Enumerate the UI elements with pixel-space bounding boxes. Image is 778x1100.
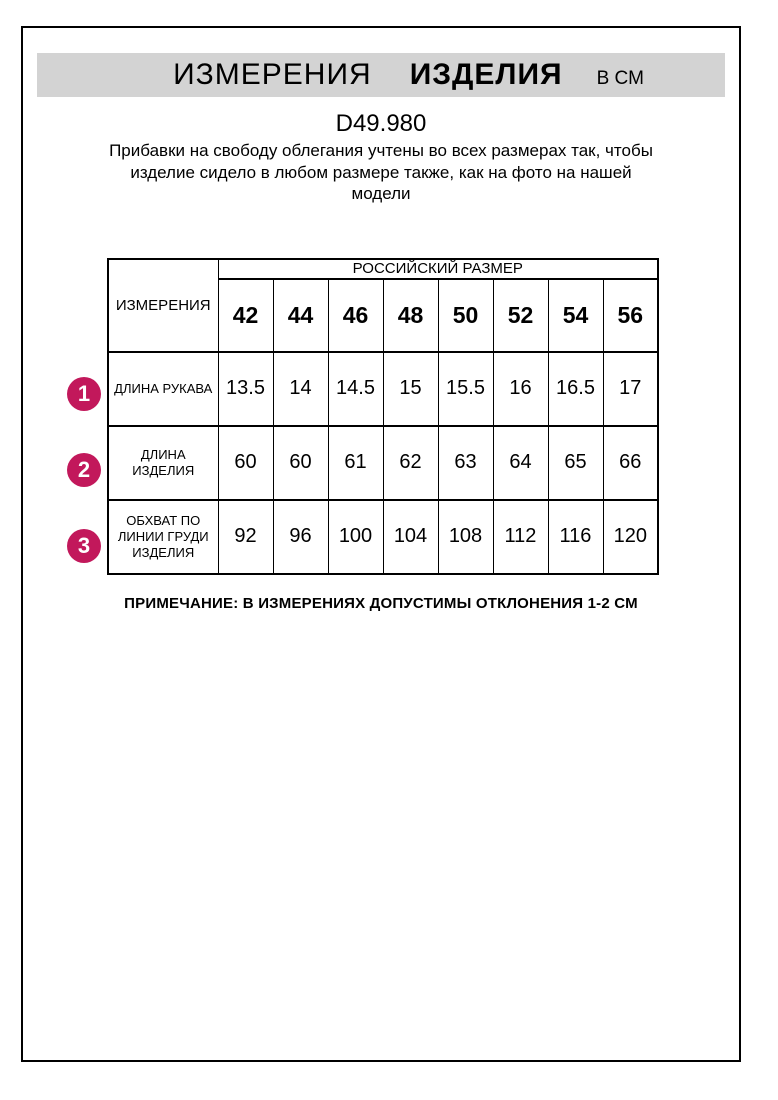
size-header: 42 [218,279,273,352]
row-label: ОБХВАТ ПО ЛИНИИ ГРУДИ ИЗДЕЛИЯ [108,500,218,574]
table-cell: 60 [273,426,328,500]
page-frame [21,26,741,1062]
row-label: ДЛИНА РУКАВА [108,352,218,426]
size-header: 56 [603,279,658,352]
table-cell: 14 [273,352,328,426]
table-corner-label: ИЗМЕРЕНИЯ [108,259,218,352]
row-number-badge-1: 1 [67,377,101,411]
size-header: 50 [438,279,493,352]
table-cell: 104 [383,500,438,574]
size-header: 52 [493,279,548,352]
size-header: 54 [548,279,603,352]
table-cell: 16 [493,352,548,426]
table-cell: 100 [328,500,383,574]
table-cell: 96 [273,500,328,574]
size-header: 44 [273,279,328,352]
table-cell: 112 [493,500,548,574]
table-cell: 92 [218,500,273,574]
size-table [107,258,659,575]
table-cell: 63 [438,426,493,500]
table-cell: 15.5 [438,352,493,426]
table-cell: 17 [603,352,658,426]
intro-line: модели [351,184,411,203]
table-cell: 116 [548,500,603,574]
row-number-badge-2: 2 [67,453,101,487]
intro-line: изделие сидело в любом размере также, как на фото на нашей [130,162,632,182]
table-cell: 62 [383,426,438,500]
table-row [108,352,658,426]
table-cell: 14.5 [328,352,383,426]
table-cell: 16.5 [548,352,603,426]
page-title: ИЗМЕРЕНИЯ [173,58,372,91]
title-band [37,53,725,97]
table-cell: 13.5 [218,352,273,426]
intro-line: Прибавки на свободу облегания учтены во всех размерах так, чтобы [109,141,653,160]
table-cell: 66 [603,426,658,500]
product-code: D49.980 [335,110,427,137]
table-cell: 64 [493,426,548,500]
table-cell: 15 [383,352,438,426]
table-cell: 108 [438,500,493,574]
table-group-header: РОССИЙСКИЙ РАЗМЕР [218,259,658,279]
size-header: 48 [383,279,438,352]
size-table-section [77,258,657,575]
page-title-emphasis: ИЗДЕЛИЯ [409,58,563,91]
table-cell: 65 [548,426,603,500]
table-row [108,500,658,574]
row-label: ДЛИНА ИЗДЕЛИЯ [108,426,218,500]
title-unit: В СМ [596,68,644,89]
row-number-badge-3: 3 [67,529,101,563]
intro-text [37,140,725,205]
table-cell: 61 [328,426,383,500]
note-text: ПРИМЕЧАНИЕ: В ИЗМЕРЕНИЯХ ДОПУСТИМЫ ОТКЛОНЕНИЯ 1-2 СМ [124,594,638,612]
table-cell: 60 [218,426,273,500]
table-row [108,426,658,500]
table-cell: 120 [603,500,658,574]
table-row [108,259,658,279]
size-header: 46 [328,279,383,352]
